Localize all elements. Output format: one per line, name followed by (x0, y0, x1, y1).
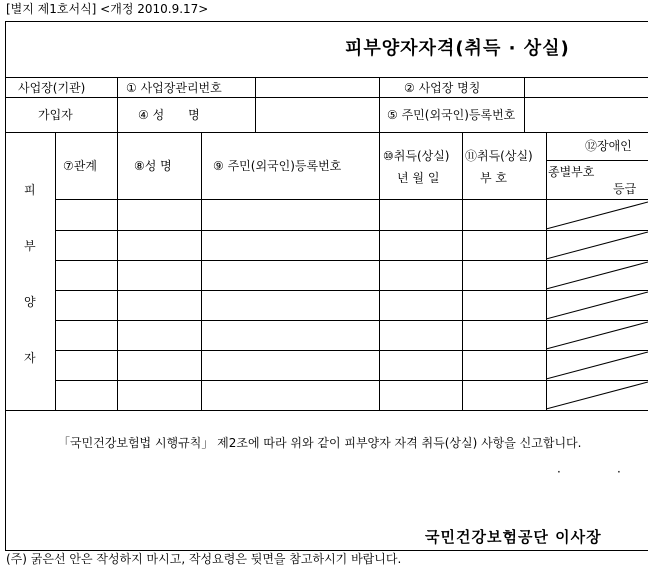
subscriber-name-label: ④ 성 명 (138, 108, 200, 122)
form-title: 피부양자자격(취득 · 상실) (345, 38, 570, 59)
statement-text: 「국민건강보험법 시행규칙」 제2조에 따라 위와 같이 피부양자 자격 취득(상실) 사항을 신고합니다. (58, 436, 582, 450)
col-relation: ⑦관계 (63, 159, 97, 173)
footnote: (주) 굵은선 안은 작성하지 마시고, 작성요령은 뒷면을 참고하시기 바랍니다. (6, 552, 402, 566)
workplace-mgmt-no-label: ① 사업장관리번호 (126, 81, 222, 95)
divider (5, 97, 648, 98)
divider (255, 77, 256, 132)
col-disabled: ⑫장애인 (585, 139, 632, 153)
subscriber-id-label: ⑤ 주민(외국인)등록번호 (387, 108, 516, 122)
organization-name: 국민건강보험공단 이사장 (425, 528, 602, 546)
divider (5, 132, 648, 133)
divider (462, 132, 463, 410)
col-disabled-sub1: 종별부호 (548, 165, 595, 179)
divider (524, 77, 525, 132)
col-date-top: ⑩취득(상실) (383, 149, 450, 163)
col-name: ⑧성 명 (134, 159, 172, 173)
divider (379, 77, 380, 132)
workplace-name-label: ② 사업장 명칭 (404, 81, 481, 95)
form-reference: [별지 제1호서식] <개정 2010.9.17> (6, 2, 209, 16)
col-id: ⑨ 주민(외국인)등록번호 (213, 159, 342, 173)
col-date-bottom: 년 월 일 (397, 171, 440, 185)
subscriber-label: 가입자 (38, 108, 73, 122)
divider (55, 132, 56, 410)
date-dot: · (617, 465, 621, 479)
diagonal-strikes (546, 199, 648, 410)
side-label-char: 자 (24, 351, 36, 365)
side-label-char: 양 (24, 295, 36, 309)
date-dot: · (557, 465, 561, 479)
divider (117, 77, 118, 132)
divider (5, 410, 648, 411)
col-code-top: ⑪취득(상실) (465, 149, 533, 163)
divider (5, 77, 648, 78)
divider (379, 132, 380, 410)
col-disabled-sub2: 등급 (613, 182, 637, 196)
col-code-bottom: 부 호 (480, 171, 507, 185)
divider (117, 132, 118, 410)
divider (546, 160, 648, 161)
workplace-label: 사업장(기관) (18, 81, 86, 95)
side-label-char: 피 (24, 183, 36, 197)
side-label-char: 부 (24, 239, 36, 253)
divider (201, 132, 202, 410)
